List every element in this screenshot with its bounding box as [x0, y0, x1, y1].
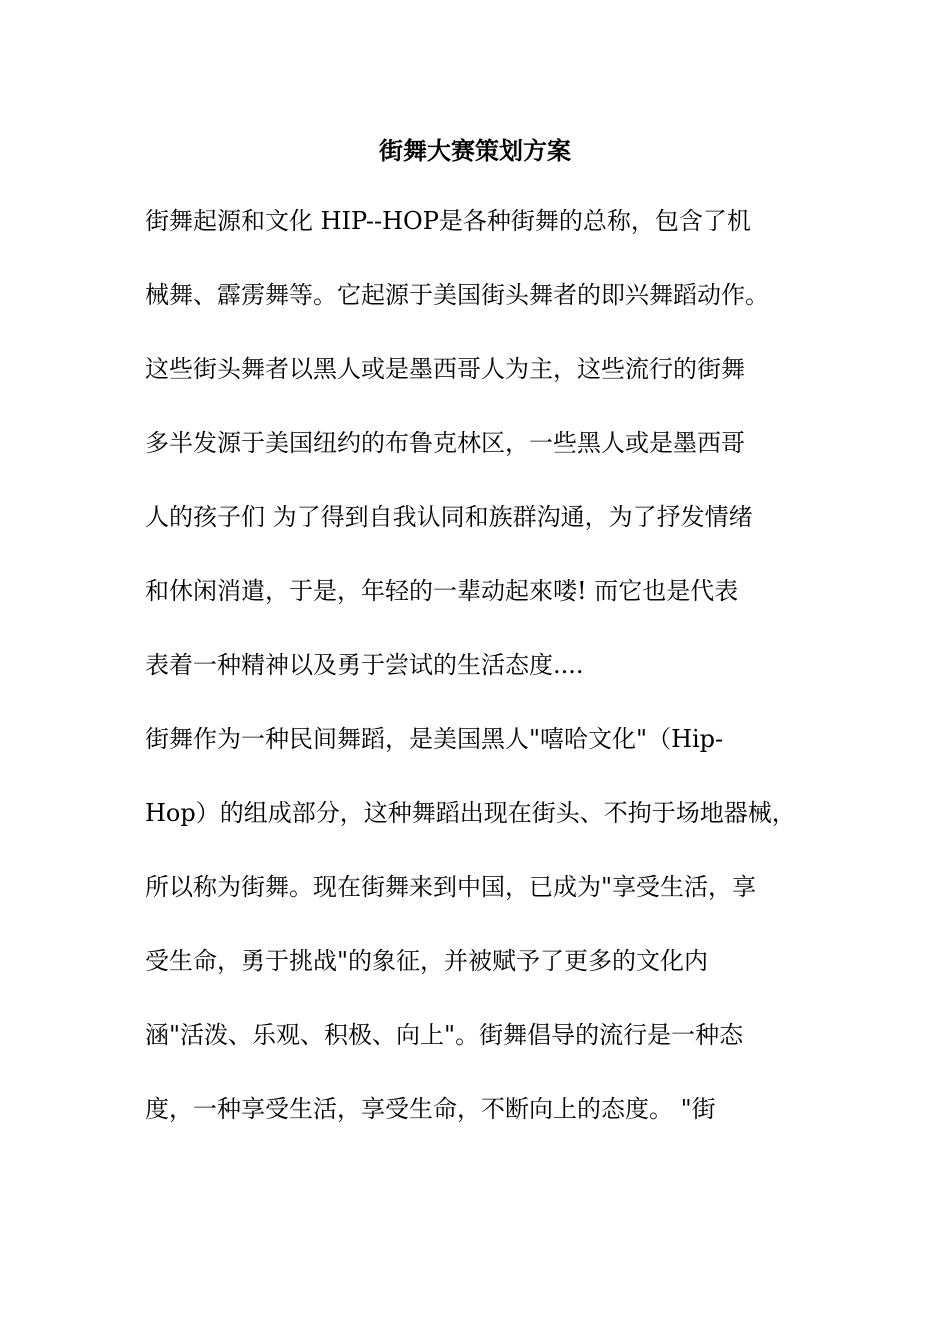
body-line-10: 所以称为街舞。现在街舞来到中国，已成为"享受生活，享	[145, 873, 757, 901]
body-line-12: 涵"活泼、乐观、积极、向上"。街舞倡导的流行是一种态	[145, 1021, 744, 1049]
body-line-11: 受生命，勇于挑战"的象征，并被赋予了更多的文化内	[145, 947, 709, 975]
body-line-6: 和休闲消遣，于是，年轻的一辈动起來喽! 而它也是代表	[145, 577, 739, 605]
body-line-9: Hop）的组成部分，这种舞蹈出现在街头、不拘于场地器械，	[145, 799, 796, 827]
body-line-1: 街舞起源和文化 HIP--HOP是各种街舞的总称，包含了机	[145, 207, 751, 235]
body-line-4: 多半发源于美国纽约的布鲁克林区，一些黑人或是墨西哥	[145, 429, 745, 457]
body-line-7: 表着一种精神以及勇于尝试的生活态度....	[145, 651, 584, 679]
body-line-3: 这些街头舞者以黑人或是墨西哥人为主，这些流行的街舞	[145, 355, 745, 383]
body-line-8: 街舞作为一种民间舞蹈，是美国黑人"嘻哈文化"（Hip-	[145, 725, 724, 753]
document-title: 街舞大赛策划方案	[379, 136, 571, 165]
body-line-2: 械舞、霹雳舞等。它起源于美国街头舞者的即兴舞蹈动作。	[145, 281, 769, 309]
body-line-5: 人的孩子们 为了得到自我认同和族群沟通，为了抒发情绪	[145, 503, 753, 531]
body-line-13: 度，一种享受生活，享受生命，不断向上的态度。 "街	[145, 1095, 716, 1123]
